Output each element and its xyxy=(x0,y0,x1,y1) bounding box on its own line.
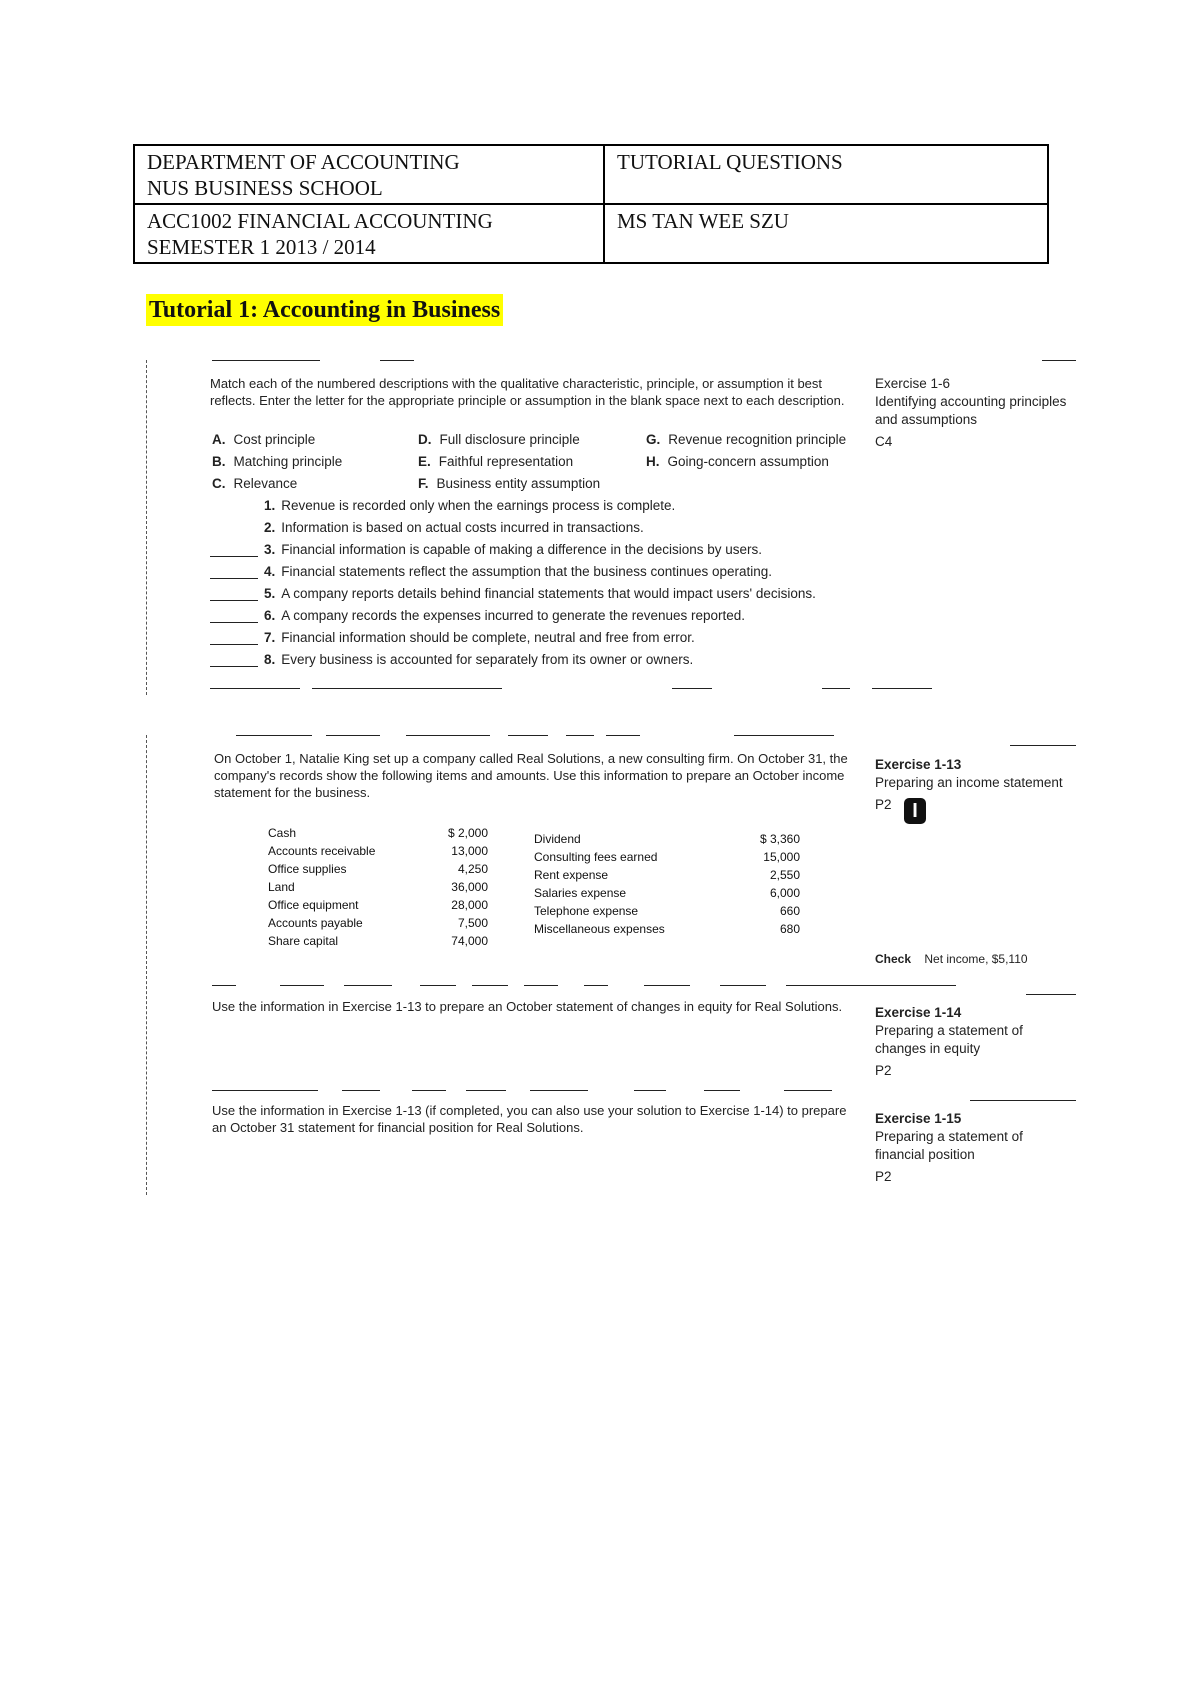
option-f: F. Business entity assumption xyxy=(418,476,601,491)
divider xyxy=(312,688,502,689)
divider xyxy=(584,985,608,986)
divider xyxy=(822,688,850,689)
check-label: Check xyxy=(875,952,912,966)
exercise-1-15-code: P2 xyxy=(875,1169,892,1184)
account-row xyxy=(268,880,488,898)
divider xyxy=(280,985,324,986)
exercise-1-6-desc-2: and assumptions xyxy=(875,412,978,427)
course-name: ACC1002 FINANCIAL ACCOUNTING xyxy=(147,209,493,233)
account-amount: 13,000 xyxy=(451,844,488,858)
header-table xyxy=(133,144,1049,264)
account-amount: 680 xyxy=(779,922,800,936)
exercise-1-6-desc: Identifying accounting principles xyxy=(875,394,1067,409)
exercise-1-15-number: Exercise 1-15 xyxy=(875,1111,962,1126)
header-course-cell xyxy=(134,204,604,263)
divider xyxy=(406,735,490,736)
divider xyxy=(704,1090,740,1091)
divider xyxy=(566,735,594,736)
account-row xyxy=(268,826,488,844)
account-name: Salaries expense xyxy=(534,886,627,900)
divider xyxy=(720,985,766,986)
check-note xyxy=(875,950,1028,968)
divider xyxy=(784,1090,832,1091)
semester: SEMESTER 1 2013 / 2014 xyxy=(147,235,376,259)
exercise-1-14-code: P2 xyxy=(875,1063,892,1078)
divider xyxy=(734,735,834,736)
account-amount: 28,000 xyxy=(451,898,488,912)
exercise-1-15-desc: Preparing a statement of xyxy=(875,1129,1023,1144)
exercise-1-6-code: C4 xyxy=(875,434,893,449)
divider xyxy=(634,1090,666,1091)
option-c: C. Relevance xyxy=(212,476,298,491)
lecturer-name: MS TAN WEE SZU xyxy=(617,209,789,233)
divider xyxy=(644,985,690,986)
exercise-1-15-intro: Use the information in Exercise 1-13 (if completed, you can also use your solution to Exercise 1-14) to prepare an October 31 statement for financial position for Real Solutions. xyxy=(212,1103,847,1135)
divider xyxy=(508,735,548,736)
account-name: Office equipment xyxy=(268,898,359,912)
divider xyxy=(326,735,380,736)
account-name: Accounts payable xyxy=(268,916,363,930)
exercise-1-14-desc: Preparing a statement of xyxy=(875,1023,1023,1038)
account-amount: 74,000 xyxy=(451,934,488,948)
exercise-1-6-label xyxy=(875,375,1066,451)
check-text: Net income, $5,110 xyxy=(924,952,1028,966)
divider xyxy=(872,688,932,689)
exercise-1-13-number: Exercise 1-13 xyxy=(875,757,962,772)
list-item: 4. Financial statements reflect the assumption that the business continues operating. xyxy=(210,564,772,579)
header-doc-type-cell xyxy=(604,145,1048,204)
accounts-list-left xyxy=(268,826,488,952)
account-row xyxy=(268,844,488,862)
option-h: H. Going-concern assumption xyxy=(646,454,829,469)
page-title: Tutorial 1: Accounting in Business xyxy=(146,294,503,326)
margin-rule xyxy=(146,735,147,1195)
exercise-1-15-desc-2: financial position xyxy=(875,1147,975,1162)
account-row xyxy=(268,934,488,952)
doc-type: TUTORIAL QUESTIONS xyxy=(617,150,843,174)
account-amount: 4,250 xyxy=(457,862,488,876)
account-name: Telephone expense xyxy=(534,904,639,918)
account-row xyxy=(534,832,800,850)
account-name: Cash xyxy=(268,826,297,840)
account-name: Rent expense xyxy=(534,868,609,882)
list-item: 7. Financial information should be complete, neutral and free from error. xyxy=(210,630,695,645)
account-row xyxy=(534,922,800,940)
exercise-1-13-code: P2 xyxy=(875,797,892,812)
list-item: 6. A company records the expenses incurred to generate the revenues reported. xyxy=(210,608,745,623)
exercise-1-15-label xyxy=(875,1110,1023,1186)
option-a: A. Cost principle xyxy=(212,432,316,447)
account-amount: 7,500 xyxy=(457,916,488,930)
exercise-1-6-intro: Match each of the numbered descriptions with the qualitative characteristic, principle, or assumption it best reflects. Enter the letter for the appropriate principle or assumption in the blank space next to each description. xyxy=(210,376,845,408)
list-item: 8. Every business is accounted for separately from its owner or owners. xyxy=(210,652,693,667)
accounts-list-right xyxy=(534,832,800,940)
divider xyxy=(466,1090,506,1091)
account-row xyxy=(534,850,800,868)
divider xyxy=(530,1090,588,1091)
account-name: Accounts receivable xyxy=(268,844,376,858)
account-amount: 2,550 xyxy=(769,868,800,882)
exercise-1-14-intro: Use the information in Exercise 1-13 to prepare an October statement of changes in equity for Real Solutions. xyxy=(212,999,843,1014)
account-amount: 660 xyxy=(779,904,800,918)
account-row xyxy=(268,916,488,934)
header-lecturer-cell xyxy=(604,204,1048,263)
divider xyxy=(236,735,312,736)
spreadsheet-icon: I xyxy=(904,798,926,824)
account-amount: $ 2,000 xyxy=(447,826,488,840)
account-row xyxy=(534,904,800,922)
account-row xyxy=(268,898,488,916)
account-amount: 15,000 xyxy=(763,850,800,864)
exercise-1-6-number: Exercise 1-6 xyxy=(875,376,951,391)
option-b: B. Matching principle xyxy=(212,454,343,469)
option-d: D. Full disclosure principle xyxy=(418,432,580,447)
divider xyxy=(380,360,414,361)
divider xyxy=(1026,994,1076,995)
account-name: Miscellaneous expenses xyxy=(534,922,665,936)
divider xyxy=(970,1100,1076,1101)
exercise-1-13-intro: On October 1, Natalie King set up a company called Real Solutions, a new consulting firm. On October 31, the company's records show the following items and amounts. Use this information to prepare an October income statement for the business. xyxy=(214,751,848,800)
divider xyxy=(420,985,456,986)
exercise-1-14-label xyxy=(875,1004,1023,1080)
account-name: Office supplies xyxy=(268,862,347,876)
divider xyxy=(342,1090,380,1091)
account-row xyxy=(534,886,800,904)
divider xyxy=(786,985,956,986)
list-item: 5. A company reports details behind financial statements that would impact users' decisions. xyxy=(210,586,816,601)
school-name: NUS BUSINESS SCHOOL xyxy=(147,176,383,200)
divider xyxy=(412,1090,446,1091)
account-name: Share capital xyxy=(268,934,339,948)
divider xyxy=(524,985,558,986)
account-row xyxy=(534,868,800,886)
divider xyxy=(672,688,712,689)
divider xyxy=(606,735,640,736)
account-name: Land xyxy=(268,880,295,894)
divider xyxy=(212,360,320,361)
divider xyxy=(212,1090,318,1091)
divider xyxy=(344,985,392,986)
divider xyxy=(1010,745,1076,746)
list-item: 3. Financial information is capable of making a difference in the decisions by users. xyxy=(210,542,762,557)
margin-rule xyxy=(146,360,147,695)
header-department-cell xyxy=(134,145,604,204)
divider xyxy=(212,985,236,986)
list-item: 2. Information is based on actual costs incurred in transactions. xyxy=(264,520,644,535)
exercise-1-14-desc-2: changes in equity xyxy=(875,1041,981,1056)
option-g: G. Revenue recognition principle xyxy=(646,432,847,447)
account-name: Dividend xyxy=(534,832,581,846)
department-name: DEPARTMENT OF ACCOUNTING xyxy=(147,150,460,174)
option-e: E. Faithful representation xyxy=(418,454,574,469)
exercise-1-14-number: Exercise 1-14 xyxy=(875,1005,962,1020)
account-amount: 6,000 xyxy=(769,886,800,900)
account-name: Consulting fees earned xyxy=(534,850,658,864)
account-amount: $ 3,360 xyxy=(759,832,800,846)
divider xyxy=(1042,360,1076,361)
divider xyxy=(210,688,300,689)
divider xyxy=(472,985,508,986)
exercise-1-13-desc: Preparing an income statement xyxy=(875,775,1063,790)
account-row xyxy=(268,862,488,880)
list-item: 1. Revenue is recorded only when the earnings process is complete. xyxy=(264,498,676,513)
account-amount: 36,000 xyxy=(451,880,488,894)
